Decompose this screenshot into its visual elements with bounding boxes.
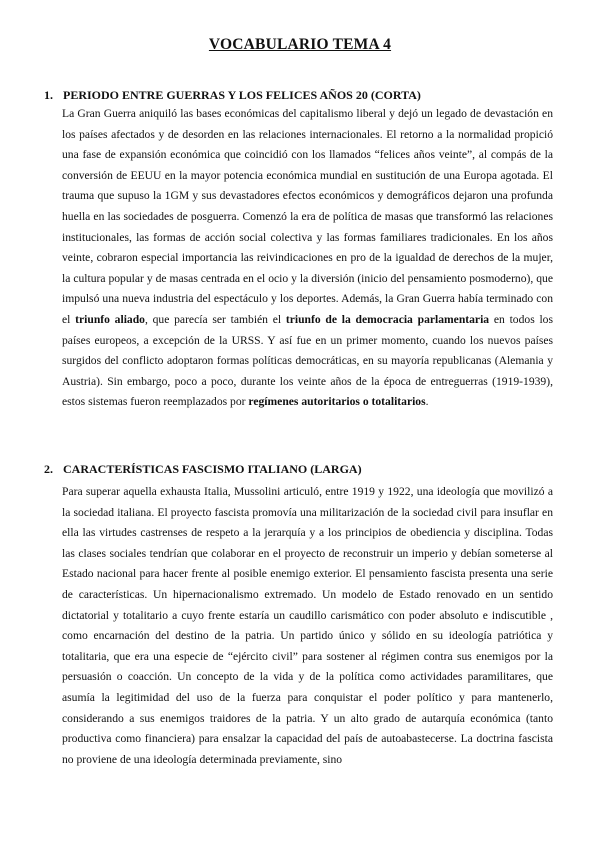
section-2-number: 2. bbox=[44, 462, 53, 476]
section-2-paragraph bbox=[62, 482, 553, 770]
section-1-heading bbox=[44, 88, 421, 103]
text-run: . bbox=[425, 395, 429, 409]
text-run: en todos los países europeos, a excepción de la URSS. Y así fue en un primer momento, cuando los nuevos países surgidos del conflicto adoptaron formas políticas democráticas, en su mayoría republicanas (Alemania y Austria). Sin embargo, poco a poco, durante los veinte años de la época de entreguerras (1919-1939), estos sistemas fueron reemplazados por bbox=[62, 312, 553, 409]
section-2-heading bbox=[44, 462, 362, 477]
text-run: La Gran Guerra aniquiló las bases económicas del capitalismo liberal y dejó un legado de devastación en los países afectados y de desorden en las relaciones internacionales. El retorno a la normalidad propició una fase de expansión económica que coincidió con los llamados “felices años veinte”, al compás de la conversión de EEUU en la mayor potencia económica mundial en sustitución de una Europa agotada. El trauma que supuso la 1GM y sus devastadores efectos económicos y demográficos dejaron una profunda huella en las sociedades de posguerra. Comenzó la era de política de masas que transformó las relaciones institucionales, las formas de acción social colectiva y las formas familiares tradicionales. En los años veinte, cobraron especial importancia las reivindicaciones en pro de la igualdad de derechos de la mujer, la cultura popular y de masas centrada en el ocio y la diversión (inicio del pensamiento posmoderno), que impulsó una nueva industria del espectáculo y los deportes. Además, la Gran Guerra había terminado con el bbox=[62, 107, 553, 326]
text-run: Para superar aquella exhausta Italia, Mussolini articuló, entre 1919 y 1922, una ideología que movilizó a la sociedad italiana. El proyecto fascista promovía una militarización de la sociedad civil para insuflar en ella las virtudes castrenses de respeto a la jerarquía y a los principios de obediencia y disciplina. Todas las clases sociales tendrían que colaborar en el proyecto de reconstruir un imperio y debían someterse al Estado nacional para hacer frente al posible enemigo exterior. El pensamiento fascista presenta una serie de características. Un hipernacionalismo extremado. Un modelo de Estado renovado en un sentido dictatorial y totalitario a cuyo frente estaría un caudillo carismático con poder absoluto e indiscutible , como encarnación del destino de la patria. Un partido único y sólido en su ideología patriótica y totalitaria, que era una especie de “ejército civil” para sostener al régimen contra sus enemigos por la persuasión o coacción. Un concepto de la vida y de la política como actividades paramilitares, que asumía la legitimidad del uso de la fuerza para conquistar el poder político y para mantenerlo, considerando a sus enemigos traidores de la patria. Y un alto grado de autarquía económica (tanto productiva como financiera) para ensalzar la capacidad del país de autoabastecerse. La doctrina fascista no proviene de una ideología determinada previamente, sino bbox=[62, 485, 553, 766]
section-2-heading-text: CARACTERÍSTICAS FASCISMO ITALIANO (LARGA) bbox=[63, 462, 362, 476]
page-title: VOCABULARIO TEMA 4 bbox=[208, 36, 392, 53]
bold-term-regimenes: regímenes autoritarios o totalitarios bbox=[248, 395, 426, 409]
bold-term-triunfo-aliado: triunfo aliado bbox=[75, 312, 145, 326]
section-1-paragraph bbox=[62, 104, 553, 413]
section-1-number: 1. bbox=[44, 88, 53, 102]
section-1-heading-text: PERIODO ENTRE GUERRAS Y LOS FELICES AÑOS 20 (CORTA) bbox=[63, 88, 421, 102]
text-run: , que parecía ser también el bbox=[144, 312, 286, 326]
bold-term-democracia: triunfo de la democracia parlamentaria bbox=[285, 312, 490, 326]
